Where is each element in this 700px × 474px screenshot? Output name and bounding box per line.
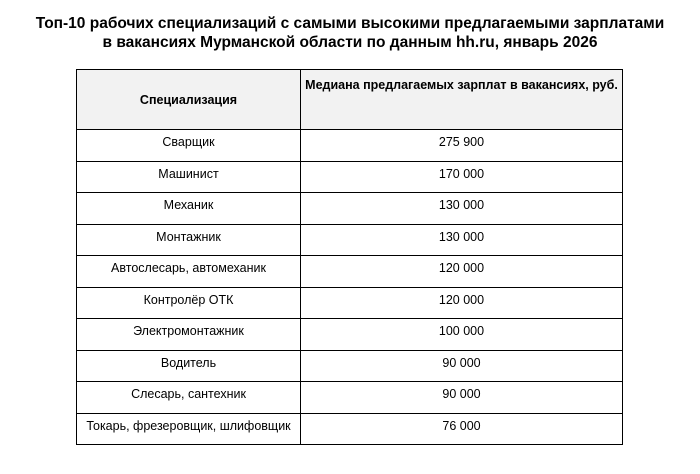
- table-row: [77, 382, 623, 414]
- page-title: [0, 14, 700, 52]
- cell-specialization: Токарь, фрезеровщик, шлифовщик: [77, 413, 301, 445]
- table-row: [77, 193, 623, 225]
- cell-specialization: Водитель: [77, 350, 301, 382]
- cell-salary: 130 000: [301, 224, 623, 256]
- table-row: [77, 287, 623, 319]
- cell-salary: 275 900: [301, 130, 623, 162]
- table-row: [77, 256, 623, 288]
- cell-salary: 76 000: [301, 413, 623, 445]
- cell-salary: 90 000: [301, 382, 623, 414]
- cell-salary: 170 000: [301, 161, 623, 193]
- cell-specialization: Механик: [77, 193, 301, 225]
- table-header-row: [77, 70, 623, 130]
- cell-specialization: Слесарь, сантехник: [77, 382, 301, 414]
- cell-specialization: Электромонтажник: [77, 319, 301, 351]
- table-row: [77, 319, 623, 351]
- cell-specialization: Машинист: [77, 161, 301, 193]
- salary-table: [76, 69, 623, 445]
- table-row: [77, 130, 623, 162]
- cell-salary: 120 000: [301, 256, 623, 288]
- table-row: [77, 161, 623, 193]
- cell-salary: 130 000: [301, 193, 623, 225]
- table-row: [77, 350, 623, 382]
- cell-specialization: Автослесарь, автомеханик: [77, 256, 301, 288]
- header-specialization: Специализация: [77, 70, 301, 130]
- title-line-2: в вакансиях Мурманской области по данным hh.ru, январь 2026: [102, 34, 598, 51]
- header-salary: Медиана предлагаемых зарплат в вакансиях, руб.: [301, 70, 623, 130]
- cell-salary: 100 000: [301, 319, 623, 351]
- cell-salary: 90 000: [301, 350, 623, 382]
- title-line-1: Топ-10 рабочих специализаций с самыми высокими предлагаемыми зарплатами: [35, 15, 665, 32]
- table-row: [77, 413, 623, 445]
- cell-salary: 120 000: [301, 287, 623, 319]
- cell-specialization: Сварщик: [77, 130, 301, 162]
- table-row: [77, 224, 623, 256]
- cell-specialization: Монтажник: [77, 224, 301, 256]
- cell-specialization: Контролёр ОТК: [77, 287, 301, 319]
